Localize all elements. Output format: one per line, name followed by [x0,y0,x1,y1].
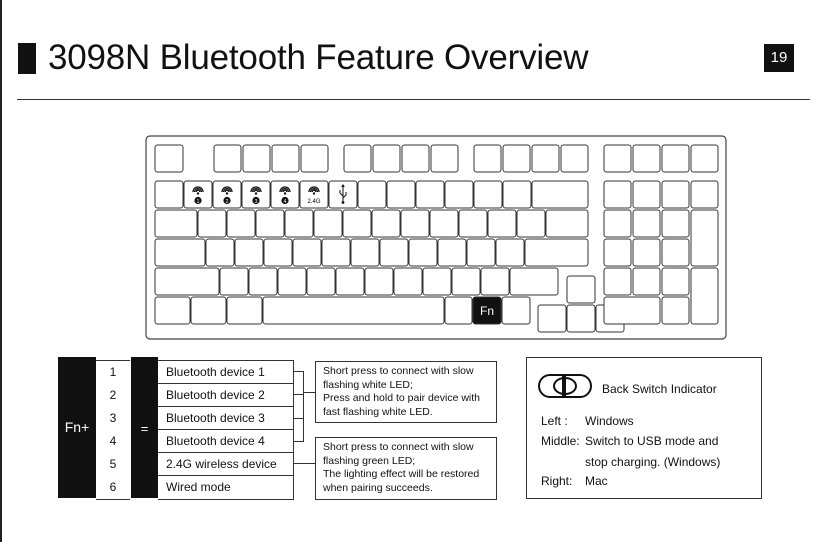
switch-position-label: Left : [541,414,568,428]
number-key [474,181,502,208]
equals-label: = [140,421,149,436]
note-line: flashing white LED; [323,378,413,391]
letter-key [394,268,422,295]
numpad-key [633,239,660,266]
number-key [416,181,444,208]
note-line: flashing green LED; [323,454,416,467]
equals-block [131,357,158,498]
page-number-badge: 19 [764,44,794,72]
letter-key [365,268,393,295]
numpad-key [604,210,631,237]
note-line: Press and hold to pair device with [323,392,481,404]
f-key [503,145,530,172]
key-number: 2 [109,388,117,402]
letter-key [220,268,248,295]
backslash-key [546,210,588,237]
f-key [604,145,631,172]
note-line: Short press to connect with slow [323,441,474,453]
letter-key [496,239,524,266]
letter-key [372,210,400,237]
legend-title: Back Switch Indicator [602,382,717,396]
letter-key [256,210,284,237]
key-number: 1 [109,365,117,379]
device-function-cell: Bluetooth device 2 [158,384,293,407]
letter-key [198,210,226,237]
numpad-zero-key [604,297,660,324]
ctrl-key [155,297,190,324]
wireless-key-label: 1 [196,199,200,205]
letter-key [401,210,429,237]
wireless-pairing-note [315,437,497,500]
letter-key [343,210,371,237]
left-shift-key [155,268,219,295]
switch-position-label: Right: [541,474,573,488]
f-key [402,145,429,172]
letter-key [235,239,263,266]
letter-key [438,239,466,266]
note-line: Short press to connect with slow [323,365,474,377]
letter-key [285,210,313,237]
letter-key [409,239,437,266]
alt-key [445,297,472,324]
win-key [191,297,226,324]
number-key [387,181,415,208]
numpad-dot-key [662,297,689,324]
f-key [214,145,241,172]
letter-key [336,268,364,295]
letter-key [423,268,451,295]
f-key [662,145,689,172]
letter-key [322,239,350,266]
bluetooth-bracket-inner [293,394,303,419]
f-key [691,145,718,172]
esc-key [155,145,183,172]
note-line: when pairing succeeds. [323,481,433,494]
letter-key [307,268,335,295]
enter-key [525,239,588,266]
switch-position-value: stop charging. (Windows) [585,455,721,469]
letter-key [380,239,408,266]
numpad-key [662,268,689,295]
letter-key [293,239,321,266]
letter-key [481,268,509,295]
key-number-column [96,360,130,500]
three-position-switch-icon [538,374,592,398]
wireless-key-label: 2 [225,199,229,205]
letter-key [467,239,495,266]
fn-key-label: Fn [479,304,495,318]
letter-key [452,268,480,295]
back-switch-legend [526,357,762,499]
wireless-key-label: 4 [283,199,287,205]
numpad-key [633,210,660,237]
tab-key [155,210,197,237]
numpad-key [662,210,689,237]
letter-key [351,239,379,266]
numpad-plus-key [691,210,718,266]
letter-key [314,210,342,237]
wireless-key-label: 2.4G [307,199,321,205]
numpad-key [662,181,689,208]
device-function-cell: Bluetooth device 4 [158,430,293,453]
ctrl-key [502,297,530,324]
key-number: 6 [109,480,117,494]
note-line: fast flashing white LED. [323,405,433,418]
f-key [431,145,458,172]
f-key [301,145,328,172]
backspace-key [532,181,588,208]
wireless-connector [293,463,315,464]
caps-lock-key [155,239,205,266]
letter-key [206,239,234,266]
right-shift-key [510,268,558,295]
switch-position-value: Switch to USB mode and [585,434,719,448]
key-number: 5 [109,457,117,471]
f-key [633,145,660,172]
note-line: The lighting effect will be restored [323,468,480,480]
fn-modifier-block [58,357,96,498]
numpad-key [662,239,689,266]
numpad-key [633,181,660,208]
arrow-down-key [567,305,595,332]
fn-modifier-label: Fn+ [64,419,90,435]
wireless-key-label: 3 [254,199,258,205]
device-function-cell: Wired mode [166,480,231,494]
numpad-key [604,181,631,208]
numpad-key [633,268,660,295]
letter-key [459,210,487,237]
page-title: 3098N Bluetooth Feature Overview [48,38,589,77]
switch-position-value: Windows [585,414,634,428]
alt-key [227,297,262,324]
spacebar-key [263,297,444,324]
f-key [344,145,371,172]
letter-key [264,239,292,266]
letter-key [278,268,306,295]
switch-position-value: Mac [585,474,608,488]
numpad-key [604,268,631,295]
switch-position-label: Middle: [541,434,580,448]
f-key [532,145,559,172]
grave-key [155,181,183,208]
number-key [503,181,531,208]
f-key [272,145,299,172]
f-key [373,145,400,172]
f-key [474,145,501,172]
numpad-key [604,239,631,266]
letter-key [430,210,458,237]
letter-key [488,210,516,237]
numpad-enter-key [691,268,718,324]
bluetooth-connector [303,392,315,393]
device-function-cell: Bluetooth device 1 [158,361,293,384]
bluetooth-pairing-note [315,361,497,423]
letter-key [249,268,277,295]
arrow-left-key [538,305,566,332]
f-key [561,145,588,172]
key-number: 4 [109,434,117,448]
arrow-up-key [567,276,595,303]
device-function-cell: Bluetooth device 3 [158,407,293,430]
device-function-cell: 2.4G wireless device [158,453,293,476]
device-function-table [158,360,294,500]
letter-key [227,210,255,237]
number-key [358,181,386,208]
letter-key [517,210,545,237]
f-key [243,145,270,172]
key-number: 3 [109,411,117,425]
numpad-key [691,181,718,208]
number-key [445,181,473,208]
